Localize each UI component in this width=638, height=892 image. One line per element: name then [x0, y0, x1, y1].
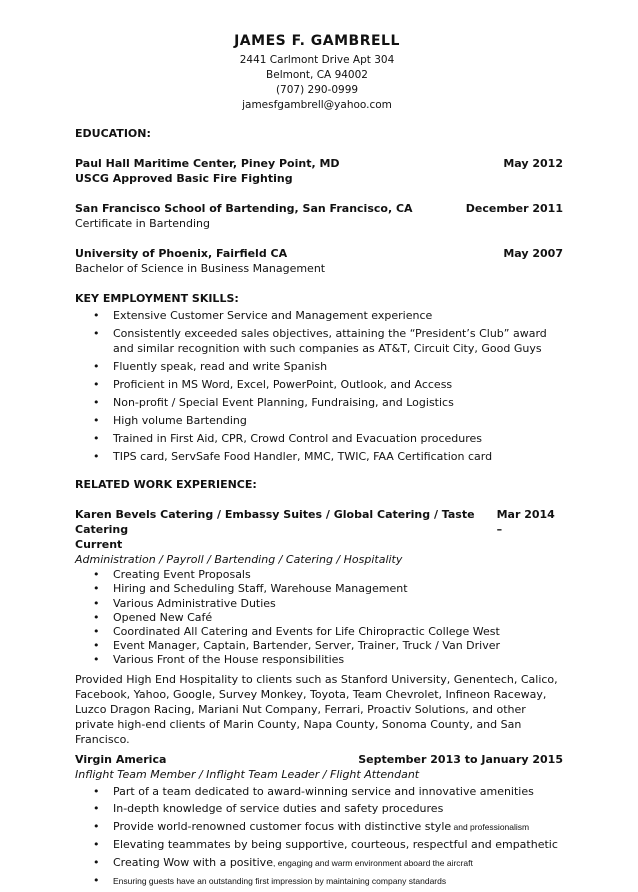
list-item — [75, 837, 563, 853]
school-name: San Francisco School of Bartending, San Francisco, CA — [75, 202, 413, 215]
duty-text: Elevating teammates by being supportive, courteous, respectful and empathetic — [113, 838, 558, 852]
skills-heading: KEY EMPLOYMENT SKILLS: — [75, 292, 239, 305]
school-date: May 2007 — [503, 247, 563, 260]
duty-text: Creating Wow with a positive — [113, 855, 273, 869]
school-name: Paul Hall Maritime Center, Piney Point, MD — [75, 157, 340, 170]
duty-text: Provide world-renowned customer focus with distinctive style — [113, 819, 452, 833]
list-item: • Extensive Customer Service and Management experience — [75, 308, 563, 324]
duty-text-small: , engaging and warm environment aboard the aircraft — [272, 857, 473, 868]
duty-text-small: Ensuring guests have an outstanding first impression by maintaining company standards — [113, 876, 447, 887]
candidate-name: JAMES F. GAMBRELL — [234, 33, 400, 49]
job-entry-catering — [75, 507, 563, 747]
job-duties-list — [75, 568, 563, 667]
list-item — [75, 801, 563, 817]
job-role: Administration / Payroll / Bartending / Catering / Hospitality — [75, 553, 403, 567]
list-item: • High volume Bartending — [75, 413, 563, 429]
email-address: jamesfgambrell@yahoo.com — [242, 99, 392, 111]
school-name: University of Phoenix, Fairfield CA — [75, 247, 288, 260]
duty-text-small: and professionalism — [451, 821, 530, 832]
list-item: • Fluently speak, read and write Spanish — [75, 359, 563, 375]
education-entry — [75, 201, 563, 231]
job-date: Mar 2014 – — [496, 508, 555, 537]
job-date: September 2013 to January 2015 — [358, 752, 563, 766]
address-line-2: Belmont, CA 94002 — [266, 69, 368, 81]
resume-page — [75, 32, 563, 892]
list-item: • Consistently exceeded sales objectives, attaining the “President’s Club” award and similar recognition with such companies as AT&T, Circuit City, Good Guys — [75, 326, 563, 357]
list-item — [75, 819, 563, 836]
list-item: • Trained in First Aid, CPR, Crowd Control and Evacuation procedures — [75, 431, 563, 447]
list-item: • Non-profit / Special Event Planning, Fundraising, and Logistics — [75, 395, 563, 411]
education-heading: EDUCATION: — [75, 127, 151, 140]
list-item: • Proficient in MS Word, Excel, PowerPoint, Outlook, and Access — [75, 377, 563, 393]
skills-list — [75, 308, 563, 464]
education-entry — [75, 246, 563, 276]
employer-name: Karen Bevels Catering / Embassy Suites / Global Catering / Taste Catering — [75, 508, 475, 537]
employer-name: Virgin America — [75, 752, 167, 766]
list-item: • Opened New Café — [75, 611, 563, 625]
job-role: Inflight Team Member / Inflight Team Leader / Flight Attendant — [75, 767, 420, 781]
job-date-continued: Current — [75, 538, 123, 552]
list-item — [75, 855, 563, 872]
list-item — [75, 784, 563, 800]
list-item: • Various Front of the House responsibilities — [75, 653, 563, 667]
list-item: • Event Manager, Captain, Bartender, Server, Trainer, Truck / Van Driver — [75, 639, 563, 653]
job-entry-virgin — [75, 752, 563, 890]
list-item: • Creating Event Proposals — [75, 568, 563, 582]
school-detail: Certificate in Bartending — [75, 217, 211, 230]
list-item: • Hiring and Scheduling Staff, Warehouse Management — [75, 582, 563, 596]
school-detail: Bachelor of Science in Business Management — [75, 262, 326, 275]
phone-number: (707) 290-0999 — [275, 84, 359, 96]
list-item: • Coordinated All Catering and Events for Life Chiropractic College West — [75, 625, 563, 639]
resume-header — [71, 32, 563, 113]
school-date: December 2011 — [465, 202, 563, 215]
job-duties-list — [75, 784, 563, 890]
school-detail: USCG Approved Basic Fire Fighting — [75, 172, 293, 185]
duty-text: Part of a team dedicated to award-winning service and innovative amenities — [113, 784, 534, 798]
clients-paragraph: Provided High End Hospitality to clients such as Stanford University, Genentech, Calico, Facebook, Yahoo, Google, Survey Monkey, Toyota, Team Chevrolet, Infineon Raceway, Luzco Dragon Racing, Mariani Nut Company, Ferrari, Proactiv Solutions, and other private high-end clients of Marin County, Napa County, Sonoma County, and San Francisco. — [75, 672, 558, 747]
list-item: • Various Administrative Duties — [75, 597, 563, 611]
address-line-1: 2441 Carlmont Drive Apt 304 — [239, 54, 395, 66]
list-item: • TIPS card, ServSafe Food Handler, MMC, TWIC, FAA Certification card — [75, 449, 563, 465]
education-entry — [75, 156, 563, 186]
list-item — [75, 873, 563, 890]
duty-text: In-depth knowledge of service duties and safety procedures — [113, 802, 444, 816]
school-date: May 2012 — [503, 157, 563, 170]
experience-heading: RELATED WORK EXPERIENCE: — [75, 478, 257, 492]
